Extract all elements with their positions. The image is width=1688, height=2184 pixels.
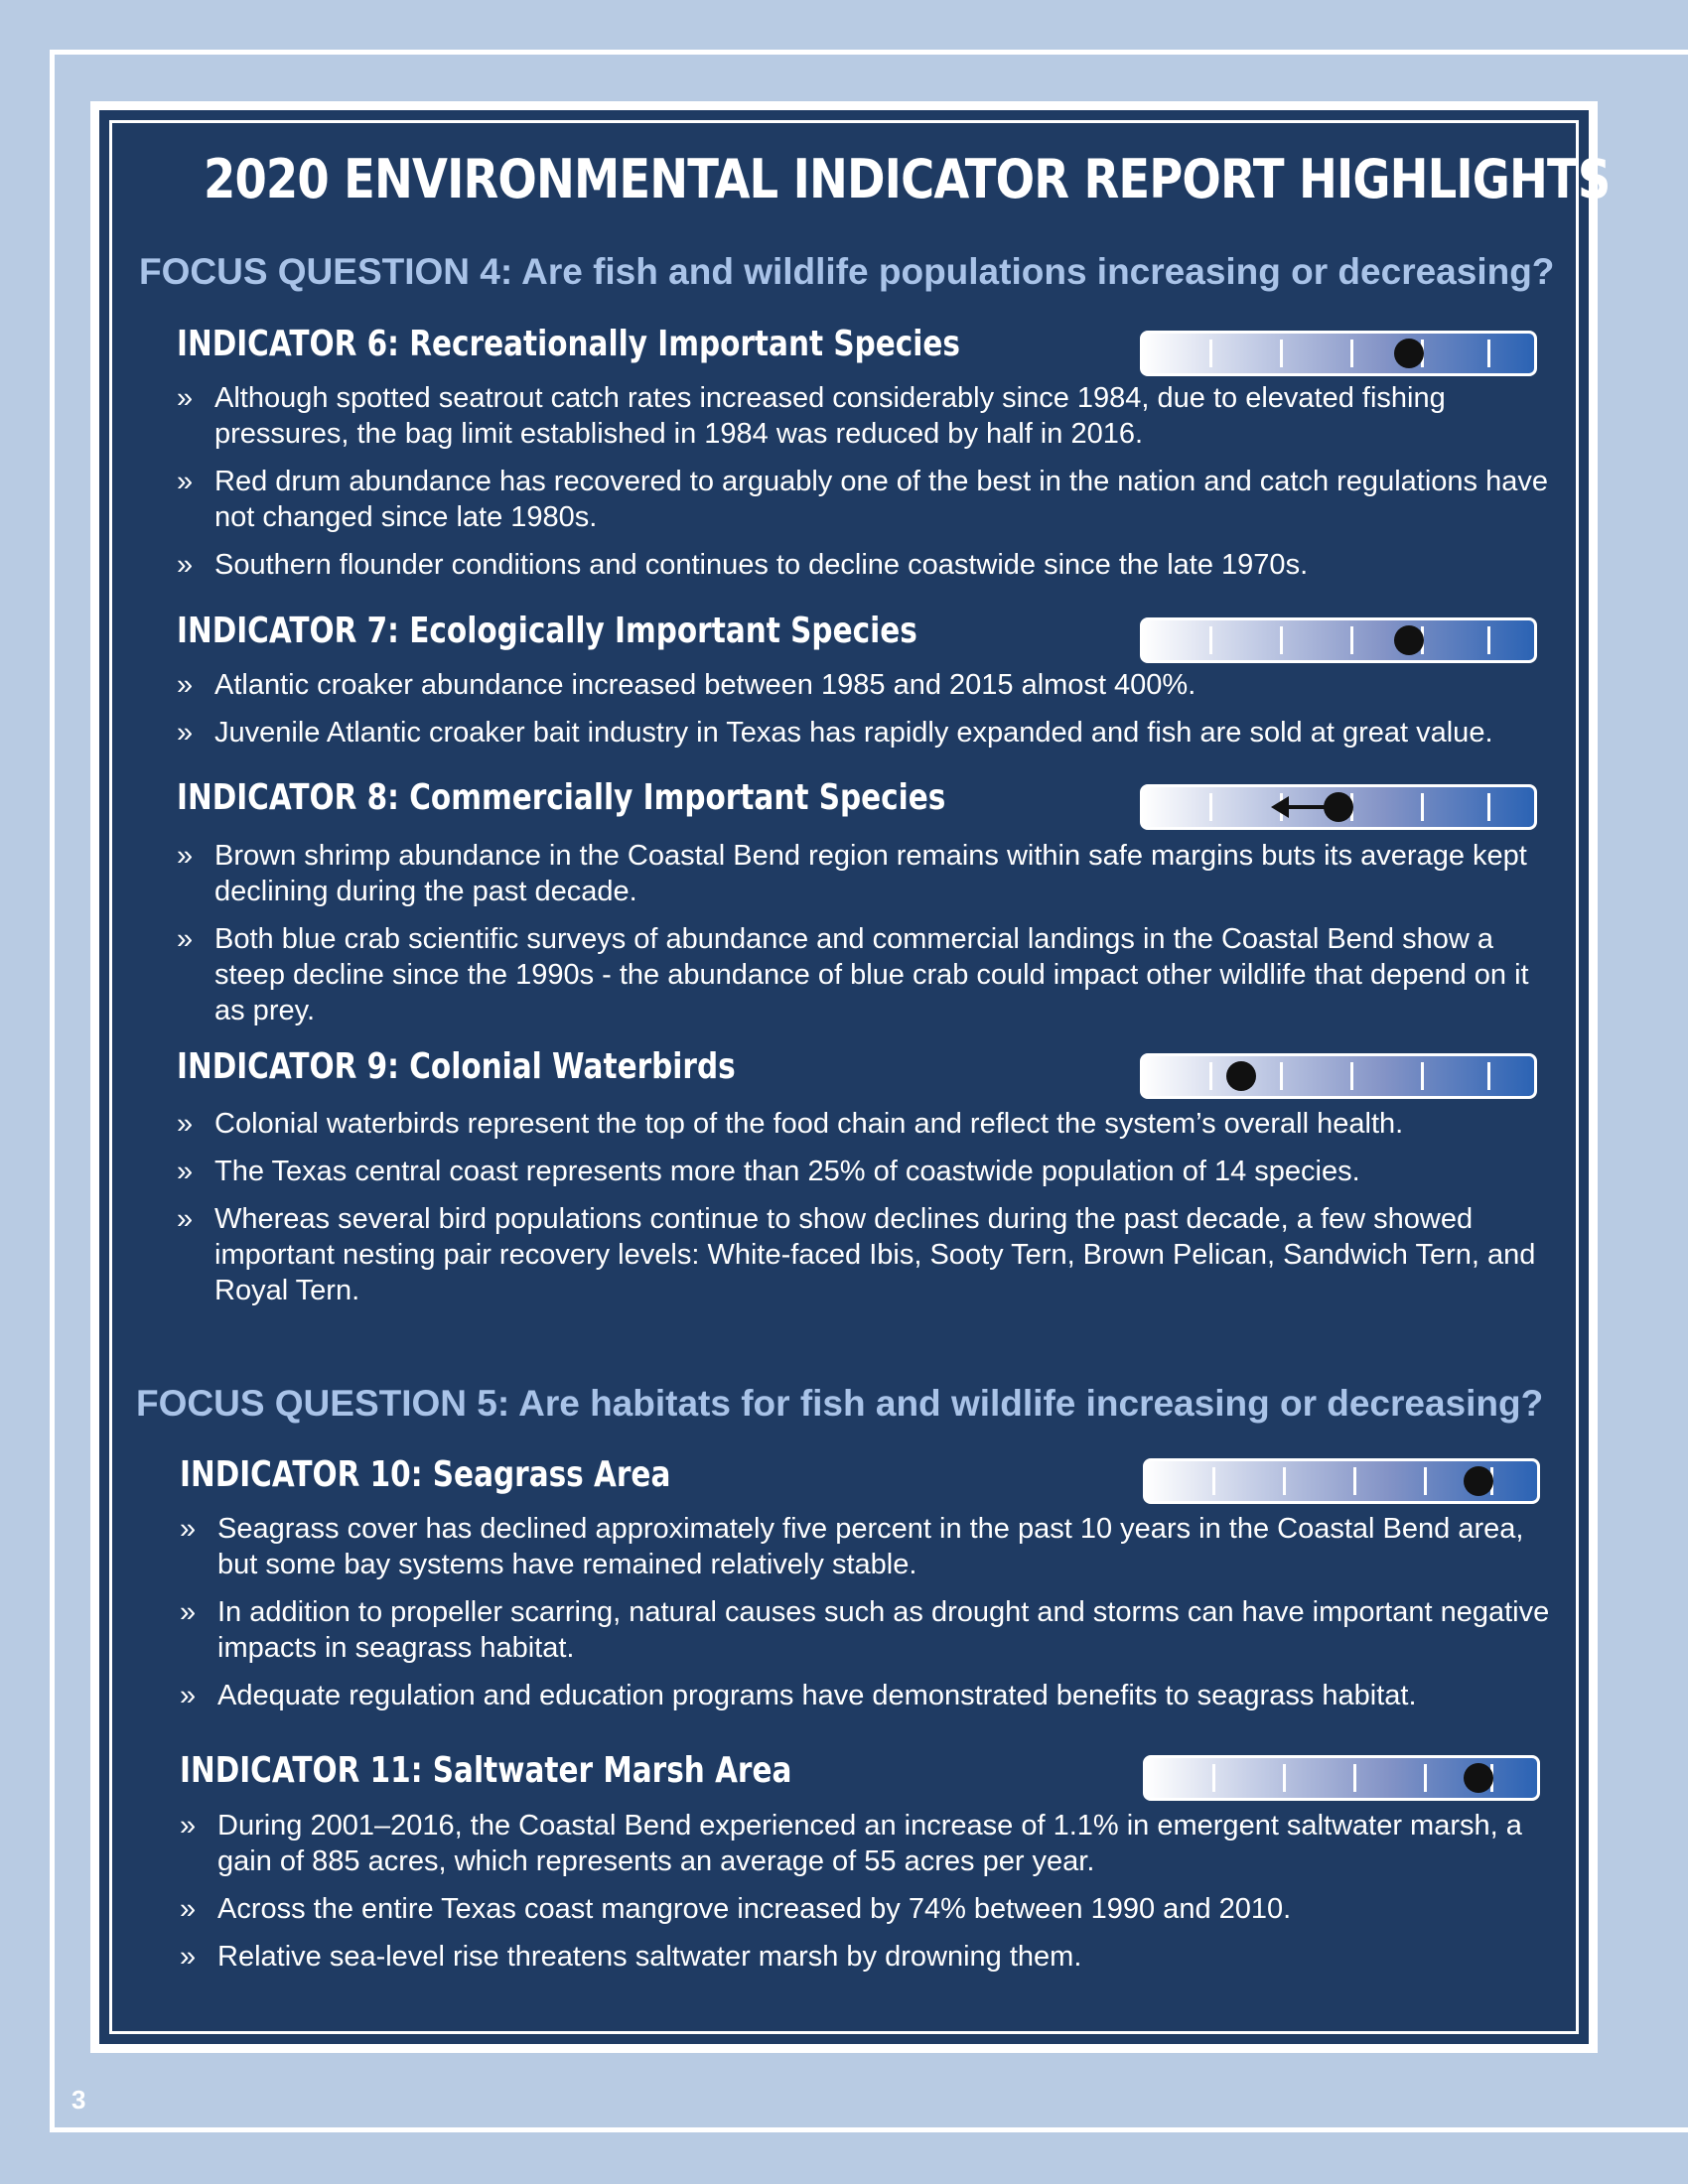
indicator-11-title: INDICATOR 11: Saltwater Marsh Area bbox=[180, 1750, 792, 1791]
gauge-indicator-dot bbox=[1226, 1061, 1256, 1091]
gauge-tick bbox=[1353, 1764, 1356, 1792]
indicator-9-gauge bbox=[1140, 1053, 1537, 1099]
list-item: » Atlantic croaker abundance increased between 1985 and 2015 almost 400%. bbox=[177, 669, 1196, 701]
highlights-panel bbox=[99, 110, 1611, 2044]
indicator-8-gauge bbox=[1140, 784, 1537, 830]
gauge-tick bbox=[1353, 1467, 1356, 1495]
focus-question-5: FOCUS QUESTION 5: Are habitats for fish and wildlife increasing or decreasing? bbox=[136, 1383, 1544, 1424]
indicator-8-title: INDICATOR 8: Commercially Important Species bbox=[177, 777, 946, 818]
gauge-indicator-dot bbox=[1394, 339, 1424, 368]
gauge-indicator-dot bbox=[1464, 1763, 1493, 1793]
report-title: 2020 ENVIRONMENTAL INDICATOR REPORT HIGHLIGHTS bbox=[204, 148, 1611, 210]
list-item: » Juvenile Atlantic croaker bait industry in Texas has rapidly expanded and fish are sold at great value. bbox=[177, 717, 1493, 749]
gauge-tick bbox=[1209, 1062, 1212, 1090]
gauge-tick bbox=[1487, 793, 1490, 821]
bullet-marker: » bbox=[177, 840, 194, 872]
gauge-tick bbox=[1209, 340, 1212, 367]
indicator-9-title: INDICATOR 9: Colonial Waterbirds bbox=[177, 1046, 736, 1087]
list-item: » Although spotted seatrout catch rates increased considerably since 1984, due to elevated fishing pressures, the bag limit established in 1984 was reduced by half in 2016. bbox=[177, 382, 1446, 450]
gauge-tick bbox=[1212, 1764, 1215, 1792]
bullet-marker: » bbox=[180, 1513, 197, 1545]
bullet-marker: » bbox=[180, 1810, 197, 1842]
gauge-tick bbox=[1487, 1062, 1490, 1090]
gauge-tick bbox=[1424, 1764, 1427, 1792]
list-item: » Red drum abundance has recovered to arguably one of the best in the nation and catch regulations have not changed since late 1980s. bbox=[177, 466, 1548, 533]
gauge-tick bbox=[1421, 793, 1424, 821]
list-item: » Brown shrimp abundance in the Coastal Bend region remains within safe margins buts its average kept declining during the past decade. bbox=[177, 840, 1527, 907]
gauge-tick bbox=[1283, 1467, 1286, 1495]
bullet-marker: » bbox=[177, 717, 194, 749]
gauge-tick bbox=[1209, 793, 1212, 821]
list-item: » Southern flounder conditions and continues to decline coastwide since the late 1970s. bbox=[177, 549, 1309, 581]
gauge-tick bbox=[1350, 1062, 1353, 1090]
focus-question-4: FOCUS QUESTION 4: Are fish and wildlife populations increasing or decreasing? bbox=[139, 251, 1555, 292]
indicator-7-bullets bbox=[177, 667, 1567, 762]
list-item: » During 2001–2016, the Coastal Bend experienced an increase of 1.1% in emergent saltwater marsh, a gain of 885 acres, which represents an average of 55 acres per year. bbox=[180, 1810, 1522, 1877]
gauge-tick bbox=[1487, 626, 1490, 654]
gauge-tick bbox=[1350, 340, 1353, 367]
bullet-marker: » bbox=[180, 1680, 197, 1711]
bullet-marker: » bbox=[177, 1108, 194, 1140]
page-number: 3 bbox=[71, 2085, 86, 2115]
gauge-tick bbox=[1280, 1062, 1283, 1090]
indicator-10-title: INDICATOR 10: Seagrass Area bbox=[180, 1454, 671, 1495]
bullet-marker: » bbox=[177, 1203, 194, 1235]
gauge-tick bbox=[1487, 340, 1490, 367]
list-item: » Colonial waterbirds represent the top of the food chain and reflect the system’s overall health. bbox=[177, 1108, 1404, 1140]
gauge-tick bbox=[1212, 1467, 1215, 1495]
list-item: » Seagrass cover has declined approximately five percent in the past 10 years in the Coastal Bend area, but some bay systems have remained relatively stable. bbox=[180, 1513, 1524, 1580]
bullet-marker: » bbox=[177, 923, 194, 955]
bullet-marker: » bbox=[180, 1596, 197, 1628]
list-item: » The Texas central coast represents more than 25% of coastwide population of 14 species. bbox=[177, 1156, 1360, 1187]
bullet-marker: » bbox=[180, 1941, 197, 1973]
indicator-6-gauge bbox=[1140, 331, 1537, 376]
gauge-tick bbox=[1421, 1062, 1424, 1090]
list-item: » Both blue crab scientific surveys of abundance and commercial landings in the Coastal Bend show a steep decline since the 1990s - the abundance of blue crab could impact other wildlife that depend on it as prey. bbox=[177, 923, 1529, 1026]
bullet-marker: » bbox=[177, 466, 194, 497]
gauge-tick bbox=[1424, 1467, 1427, 1495]
indicator-11-gauge bbox=[1143, 1755, 1540, 1801]
bullet-marker: » bbox=[177, 1156, 194, 1187]
list-item: » Relative sea-level rise threatens saltwater marsh by drowning them. bbox=[180, 1941, 1082, 1973]
bullet-marker: » bbox=[177, 549, 194, 581]
list-item: » Across the entire Texas coast mangrove increased by 74% between 1990 and 2010. bbox=[180, 1893, 1292, 1925]
gauge-tick bbox=[1280, 340, 1283, 367]
list-item: » Whereas several bird populations continue to show declines during the past decade, a few showed important nesting pair recovery levels: White-faced Ibis, Sooty Tern, Brown Pelican, Sandwich Tern, and Royal Tern. bbox=[177, 1203, 1536, 1306]
gauge-tick bbox=[1283, 1764, 1286, 1792]
indicator-10-bullets bbox=[180, 1511, 1570, 1725]
indicator-6-bullets bbox=[177, 380, 1567, 595]
trend-arrow-left-icon bbox=[1271, 796, 1289, 818]
gauge-tick bbox=[1350, 626, 1353, 654]
gauge-indicator-dot bbox=[1394, 625, 1424, 655]
gauge-tick bbox=[1209, 626, 1212, 654]
indicator-9-bullets bbox=[177, 1106, 1567, 1320]
bullet-marker: » bbox=[180, 1893, 197, 1925]
indicator-7-title: INDICATOR 7: Ecologically Important Species bbox=[177, 611, 917, 651]
list-item: » In addition to propeller scarring, natural causes such as drought and storms can have important negative impacts in seagrass habitat. bbox=[180, 1596, 1550, 1664]
gauge-tick bbox=[1280, 626, 1283, 654]
gauge-indicator-dot bbox=[1464, 1466, 1493, 1496]
indicator-6-title: INDICATOR 6: Recreationally Important Species bbox=[177, 324, 960, 364]
indicator-8-bullets bbox=[177, 838, 1567, 1040]
indicator-10-gauge bbox=[1143, 1458, 1540, 1504]
list-item: » Adequate regulation and education programs have demonstrated benefits to seagrass habitat. bbox=[180, 1680, 1417, 1711]
indicator-7-gauge bbox=[1140, 617, 1537, 663]
indicator-11-bullets bbox=[180, 1808, 1570, 1986]
bullet-marker: » bbox=[177, 669, 194, 701]
gauge-indicator-dot bbox=[1324, 792, 1353, 822]
bullet-marker: » bbox=[177, 382, 194, 414]
